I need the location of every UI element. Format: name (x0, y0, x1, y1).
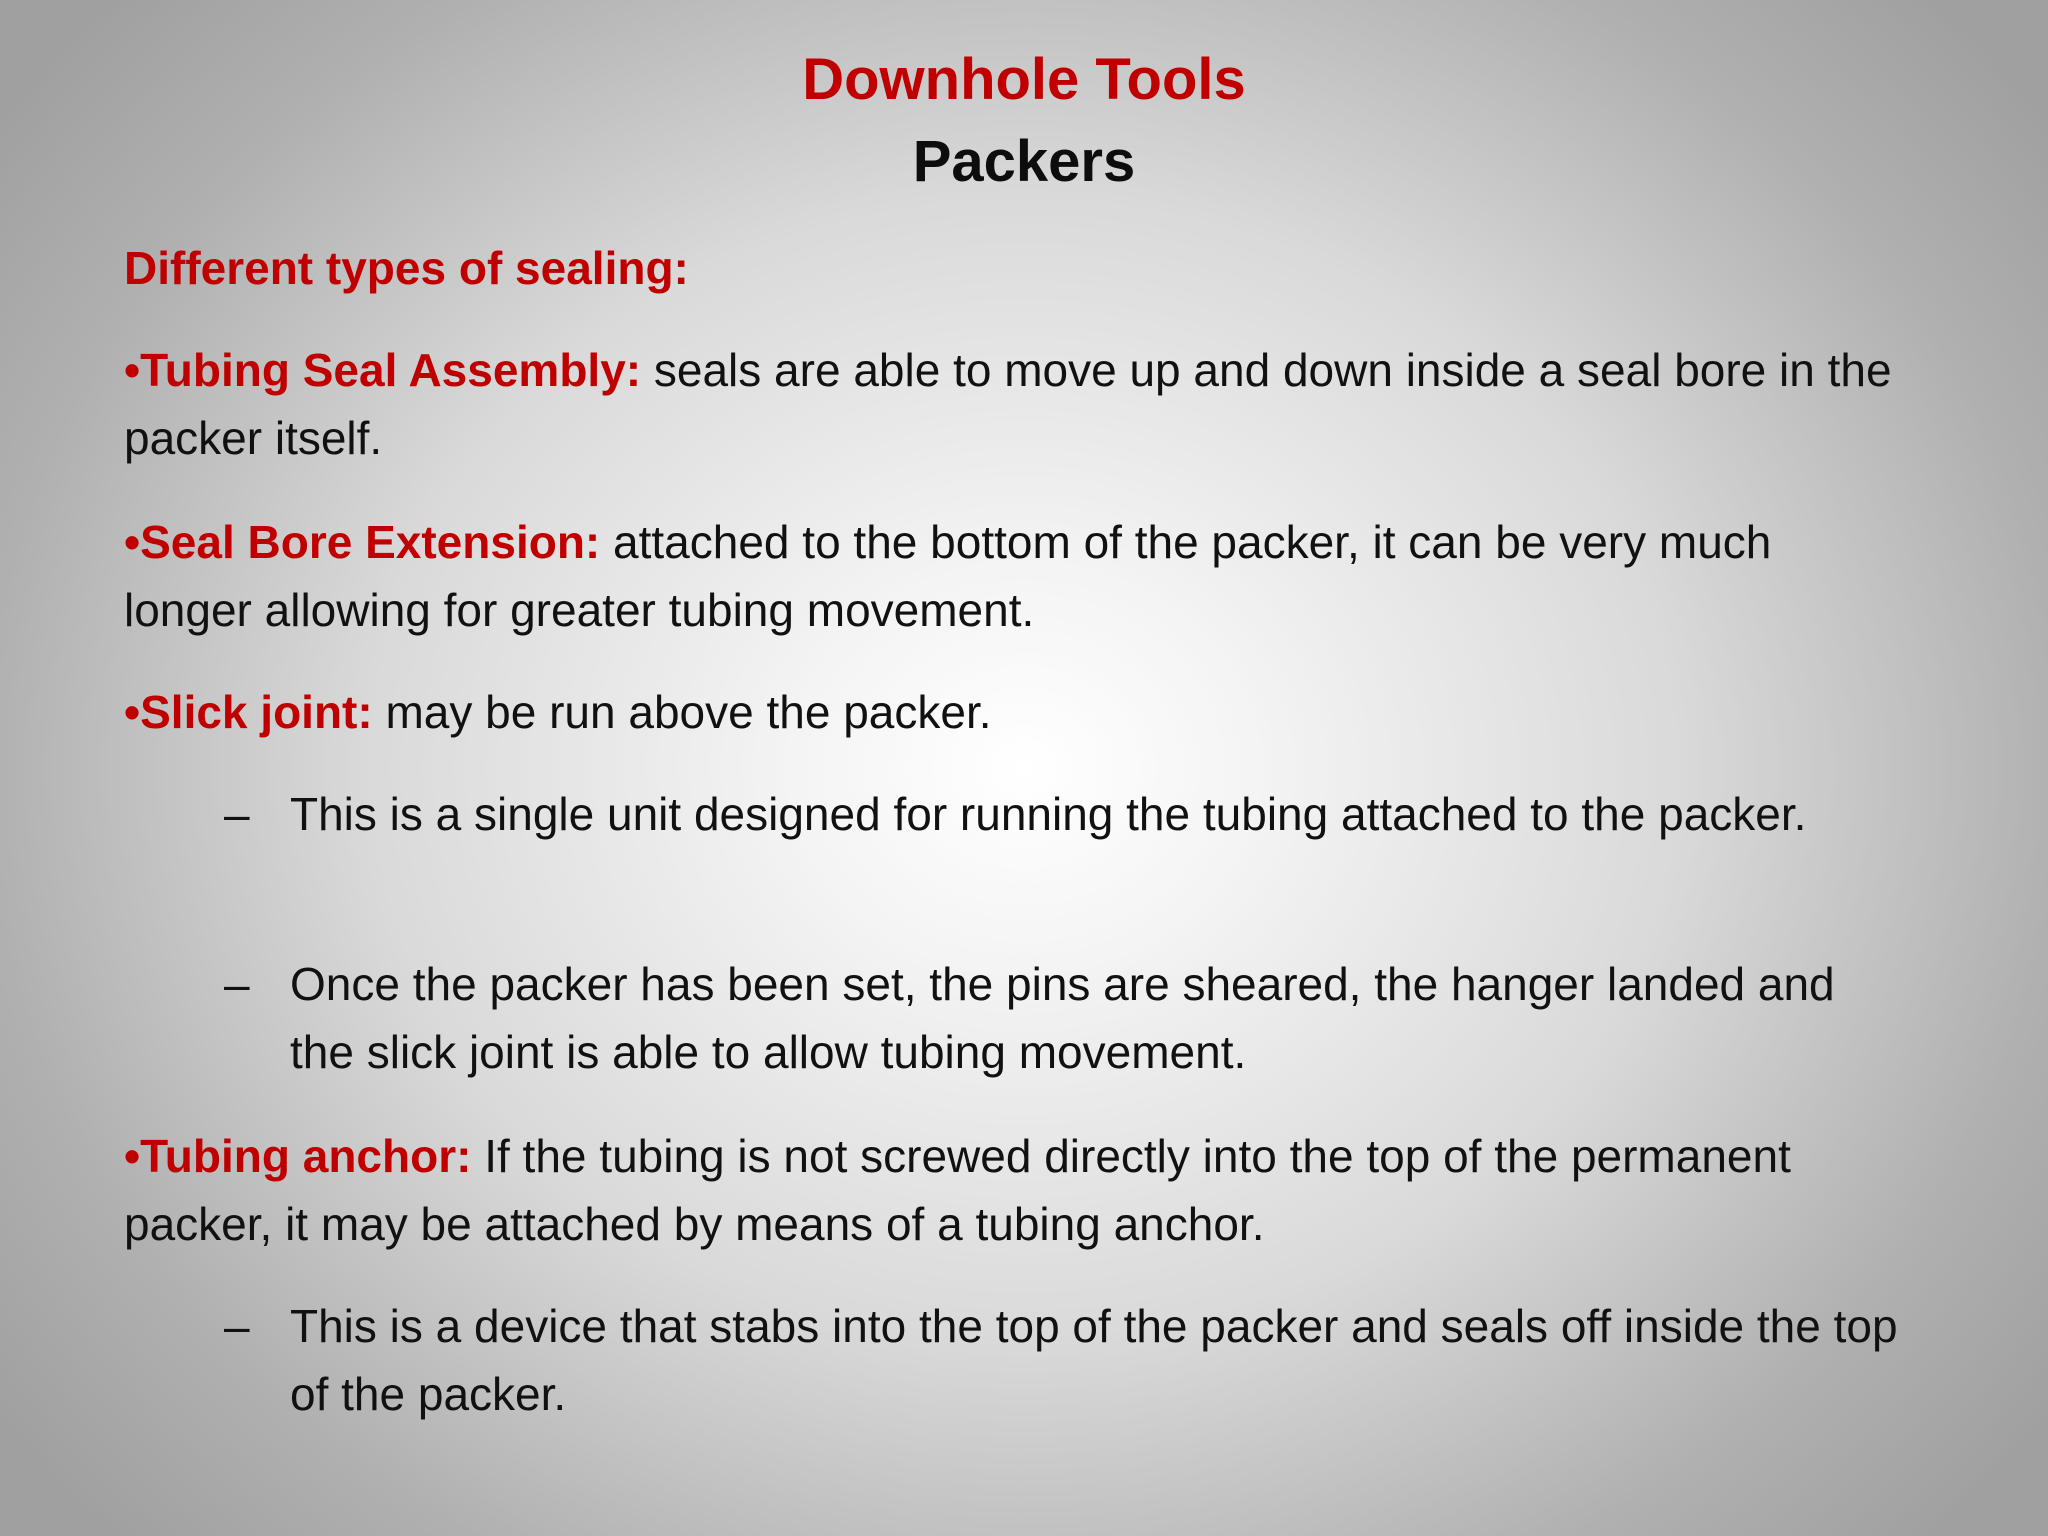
bullet-item-tubing-seal-assembly (124, 336, 1904, 472)
bullet-icon: • (124, 344, 141, 396)
bullet-text: attached to the bottom of the packer, it can be very much longer allowing for greater tubing movement. (124, 516, 1772, 636)
bullet-term: Slick joint: (140, 686, 373, 738)
bullet-text: seals are able to move up and down inside a seal bore in the packer itself. (124, 344, 1892, 464)
bullet-icon: • (124, 1130, 141, 1182)
bullet-item-slick-joint (124, 678, 1904, 746)
bullet-term: Seal Bore Extension: (140, 516, 601, 568)
bullet-icon: • (124, 516, 141, 568)
sub-item-text: This is a device that stabs into the top of the packer and seals off inside the top of the packer. (290, 1300, 1898, 1420)
section-heading: Different types of sealing: (124, 242, 689, 294)
slide-subtitle: Packers (912, 129, 1136, 194)
dash-icon: – (224, 788, 250, 840)
sub-item (224, 950, 1910, 1086)
slide-title: Downhole Tools (802, 47, 1246, 112)
sub-item (224, 1292, 1910, 1428)
dash-icon: – (224, 958, 250, 1010)
bullet-term: Tubing anchor: (140, 1130, 472, 1182)
bullet-text: If the tubing is not screwed directly into the top of the permanent packer, it may be attached by means of a tubing anchor. (124, 1130, 1791, 1250)
bullet-item-seal-bore-extension (124, 508, 1904, 644)
bullet-item-tubing-anchor (124, 1122, 1904, 1258)
sub-item-text: Once the packer has been set, the pins are sheared, the hanger landed and the slick joint is able to allow tubing movement. (290, 958, 1835, 1078)
bullet-term: Tubing Seal Assembly: (140, 344, 642, 396)
sub-item (224, 780, 1910, 848)
dash-icon: – (224, 1300, 250, 1352)
bullet-icon: • (124, 686, 141, 738)
bullet-text: may be run above the packer. (372, 686, 992, 738)
sub-item-text: This is a single unit designed for running the tubing attached to the packer. (290, 788, 1807, 840)
